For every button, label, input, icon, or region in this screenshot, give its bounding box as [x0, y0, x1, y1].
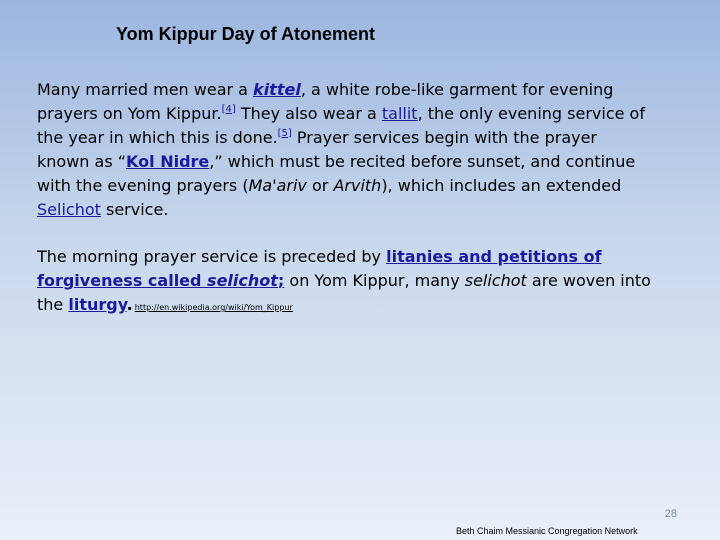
- ref-4-link[interactable]: [4]: [221, 103, 236, 115]
- selichot-term: selichot: [464, 271, 527, 290]
- slide-title: Yom Kippur Day of Atonement: [116, 24, 376, 44]
- kittel-link[interactable]: kittel: [253, 80, 301, 99]
- footer-text: Beth Chaim Messianic Congregation Network: [456, 526, 638, 536]
- forgiveness-link[interactable]: forgiveness called: [37, 271, 208, 290]
- arvith-term: Arvith: [333, 176, 382, 195]
- ref-5-link[interactable]: [5]: [277, 127, 292, 139]
- line-5: with the evening prayers (Ma'ariv or Arvith), which includes an extended: [37, 176, 622, 195]
- line-4: known as “Kol Nidre,” which must be recited before sunset, and continue: [37, 152, 636, 171]
- line-2: forgiveness called selichot; on Yom Kippur, many selichot are woven into: [37, 271, 651, 290]
- maariv-term: Ma'ariv: [248, 176, 307, 195]
- semicolon-link[interactable]: ;: [277, 271, 285, 290]
- line-3: the year in which this is done.[5] Prayer services begin with the prayer: [37, 127, 598, 147]
- source-url-link[interactable]: http://en.wikipedia.org/wiki/Yom_Kippur: [134, 303, 293, 312]
- selichot-link[interactable]: Selichot: [37, 200, 101, 219]
- line-3: the liturgy. http://en.wikipedia.org/wiki/Yom_Kippur: [37, 295, 293, 314]
- liturgy-link[interactable]: liturgy: [68, 295, 127, 314]
- kol-nidre-link[interactable]: Kol Nidre: [126, 152, 210, 171]
- line-2: prayers on Yom Kippur.[4] They also wear a tallit, the only evening service of: [37, 103, 645, 123]
- line-6: Selichot service.: [37, 200, 169, 219]
- paragraph-selichot: [37, 245, 687, 320]
- line-1: Many married men wear a kittel, a white robe-like garment for evening: [37, 80, 614, 99]
- selichot-italic-link[interactable]: selichot: [207, 271, 278, 290]
- litanies-link[interactable]: litanies and petitions of: [386, 247, 602, 266]
- tallit-link[interactable]: tallit: [381, 104, 418, 123]
- line-1: The morning prayer service is preceded by litanies and petitions of: [37, 247, 602, 266]
- paragraph-kittel: [37, 78, 687, 222]
- page-number: 28: [664, 508, 677, 520]
